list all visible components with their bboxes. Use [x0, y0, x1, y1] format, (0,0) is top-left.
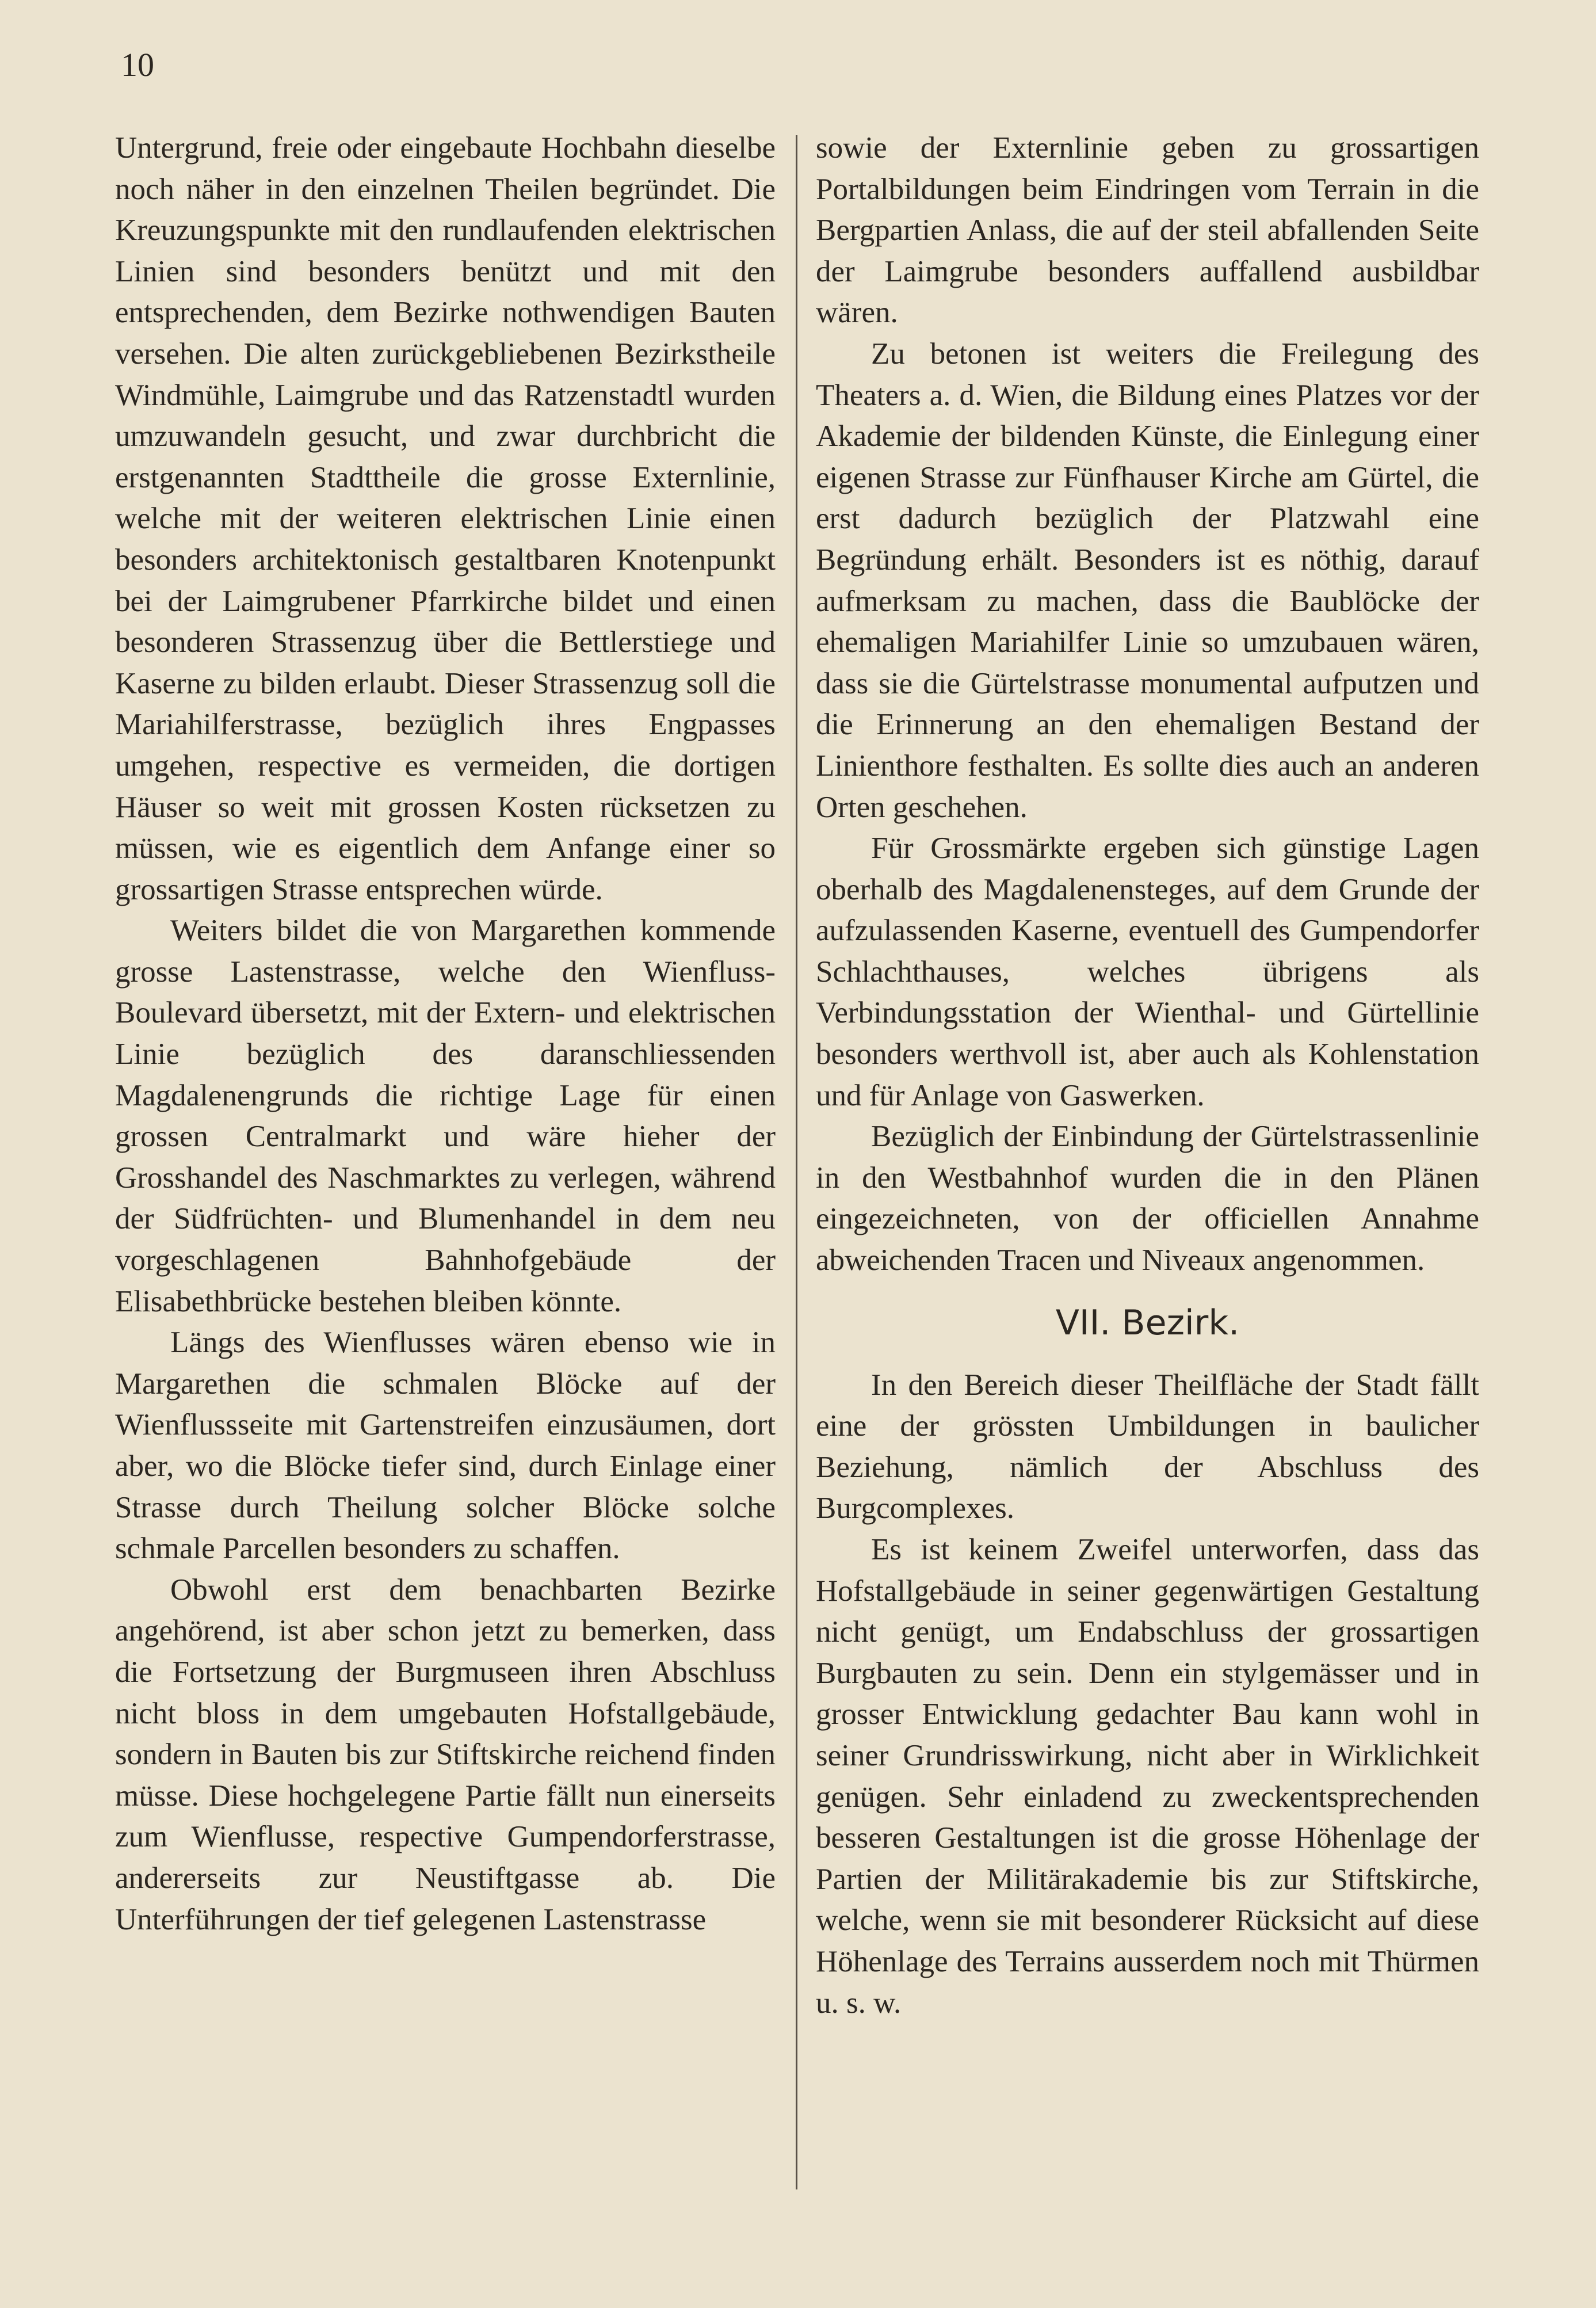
paragraph: Obwohl erst dem benachbarten Bezirke angehörend, ist aber schon jetzt zu bemerken, dass die Fortsetzung der Burgmuseen ihren Abschluss nicht bloss in dem umgebauten Hofstallgebäude, sondern in Bauten bis zur Stiftskirche reichend finden müsse. Diese hochgelegene Partie fällt nun einerseits zum Wienflusse, respective Gumpendorferstrasse, andererseits zur Neustiftgasse ab. Die Unterführungen der tief gelegenen Lastenstrasse — [115, 1573, 776, 1936]
paragraph: Es ist keinem Zweifel unterworfen, dass das Hofstallgebäude in seiner gegenwärtigen Gestaltung nicht genügt, um Endabschluss der grossartigen Burgbauten zu sein. Denn ein stylgemässer und in grosser Entwicklung gedachter Bau kann wohl in seiner Grundrisswirkung, nicht aber in Wirklichkeit genügen. Sehr einladend zu zweckentsprechenden besseren Gestaltungen ist die grosse Höhenlage der Partien der Militärakademie bis zur Stiftskirche, welche, wenn sie mit besonderer Rücksicht auf diese Höhenlage des Terrains ausserdem noch mit Thürmen u. s. w. — [816, 1533, 1479, 2020]
right-column — [816, 128, 1479, 2024]
paragraph: sowie der Externlinie geben zu grossartigen Portalbildungen beim Eindringen vom Terrain in die Bergpartien Anlass, die auf der steil abfallenden Seite der Laimgrube besonders auffallend ausbildbar wären. — [816, 131, 1479, 330]
paragraph: Bezüglich der Einbindung der Gürtelstrassenlinie in den Westbahnhof wurden die in den Plänen eingezeichneten, von der officiellen Annahme abweichenden Tracen und Niveaux angenommen. — [816, 1120, 1479, 1277]
page-number: 10 — [121, 46, 154, 83]
paragraph: Untergrund, freie oder eingebaute Hochbahn dieselbe noch näher in den einzelnen Theilen begründet. Die Kreuzungspunkte mit den rundlaufenden elektrischen Linien sind besonders benützt und mit den entsprechenden, dem Bezirke nothwendigen Bauten versehen. Die alten zurückgebliebenen Bezirkstheile Windmühle, Laimgrube und das Ratzenstadtl wurden umzuwandeln gesucht, und zwar durchbricht die erstgenannten Stadttheile die grosse Externlinie, welche mit der weiteren elektrischen Linie einen besonders architektonisch gestaltbaren Knotenpunkt bei der Laimgrubener Pfarrkirche bildet und einen besonderen Strassenzug über die Bettlerstiege und Kaserne zu bilden erlaubt. Dieser Strassenzug soll die Mariahilferstrasse, bezüglich ihres Engpasses umgehen, respective es vermeiden, die dortigen Häuser so weit mit grossen Kosten rücksetzen zu müssen, wie es eigentlich dem Anfange einer so grossartigen Strasse entsprechen würde. — [115, 131, 776, 906]
paragraph: In den Bereich dieser Theilfläche der Stadt fällt eine der grössten Umbildungen in baulicher Beziehung, nämlich der Abschluss des Burgcomplexes. — [816, 1368, 1479, 1525]
paragraph: Zu betonen ist weiters die Freilegung des Theaters a. d. Wien, die Bildung eines Platzes vor der Akademie der bildenden Künste, die Einlegung einer eigenen Strasse zur Fünfhauser Kirche am Gürtel, die erst dadurch bezüglich der Platzwahl eine Begründung erhält. Besonders ist es nöthig, darauf aufmerksam zu machen, dass die Baublöcke der ehemaligen Mariahilfer Linie so umzubauen wären, dass sie die Gürtelstrasse monumental aufputzen und die Erinnerung an den ehemaligen Bestand der Linienthore festhalten. Es sollte dies auch an anderen Orten geschehen. — [816, 337, 1479, 824]
paragraph: Weiters bildet die von Margarethen kommende grosse Lastenstrasse, welche den Wienfluss-Boulevard übersetzt, mit der Extern- und elektrischen Linie bezüglich des daranschliessenden Magdalenengrunds die richtige Lage für einen grossen Centralmarkt und wäre hieher der Grosshandel des Naschmarktes zu verlegen, während der Südfrüchten- und Blumenhandel in dem neu vorgeschlagenen Bahnhofgebäude der Elisabethbrücke bestehen bleiben könnte. — [115, 914, 776, 1318]
section-heading: VII. Bezirk. — [1055, 1303, 1240, 1344]
column-divider — [796, 135, 797, 2189]
left-column — [115, 128, 776, 1940]
paragraph: Für Grossmärkte ergeben sich günstige Lagen oberhalb des Magdalenensteges, auf dem Grunde der aufzulassenden Kaserne, eventuell des Gumpendorfer Schlachthauses, welches übrigens als Verbindungsstation der Wienthal- und Gürtellinie besonders werthvoll ist, aber auch als Kohlenstation und für Anlage von Gaswerken. — [816, 831, 1479, 1112]
paragraph: Längs des Wienflusses wären ebenso wie in Margarethen die schmalen Blöcke auf der Wienflussseite mit Gartenstreifen einzusäumen, dort aber, wo die Blöcke tiefer sind, durch Einlage einer Strasse durch Theilung solcher Blöcke solche schmale Parcellen besonders zu schaffen. — [115, 1326, 776, 1566]
